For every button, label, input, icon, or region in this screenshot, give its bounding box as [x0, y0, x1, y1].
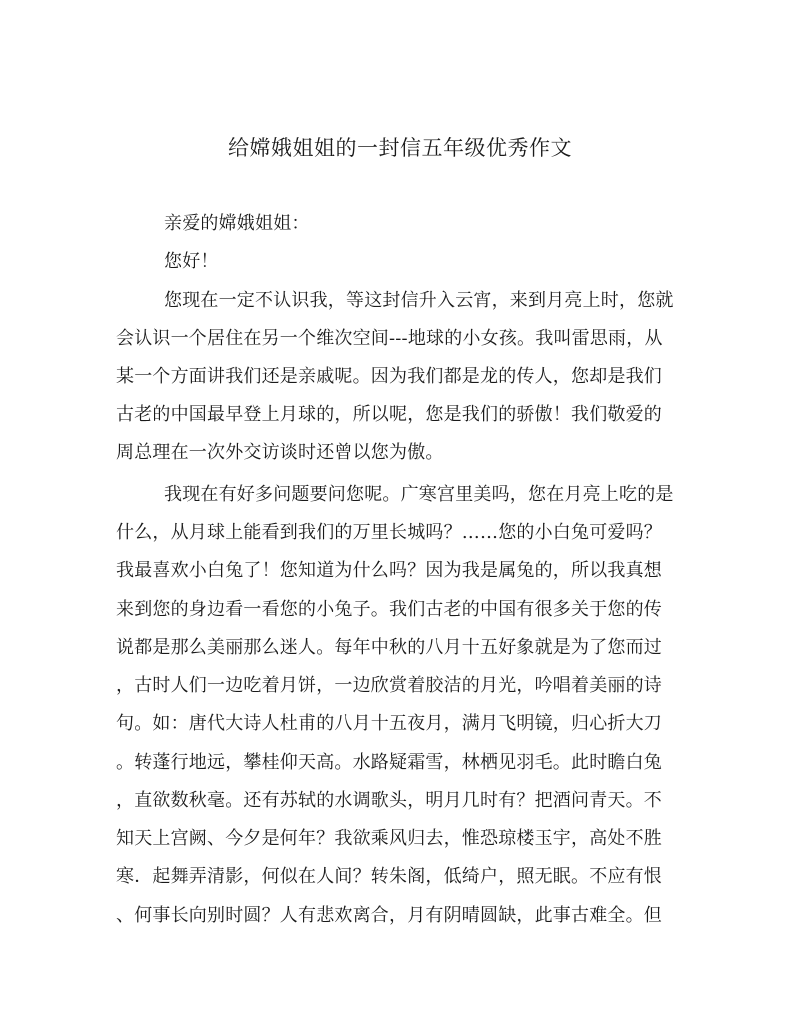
paragraph-line: 会认识一个居住在另一个维次空间---地球的小女孩。我叫雷思雨，从: [116, 328, 663, 349]
paragraph-line: 、何事长向别时圆？人有悲欢离合，月有阴晴圆缺，此事古难全。但: [116, 905, 662, 926]
paragraph-line: 。转蓬行地远，攀桂仰天高。水路疑霜雪，林栖见羽毛。此时瞻白兔: [116, 752, 662, 773]
paragraph-line: 我现在有好多问题要问您呢。广寒宫里美吗，您在月亮上吃的是: [164, 484, 674, 505]
paragraph-line: ，直欲数秋毫。还有苏轼的水调歌头，明月几时有？把酒问青天。不: [116, 790, 662, 811]
paragraph-line: 知天上宫阙、今夕是何年？我欲乘风归去，惟恐琼楼玉宇，高处不胜: [116, 828, 662, 849]
paragraph-line: 您现在一定不认识我，等这封信升入云宵，来到月亮上时，您就: [164, 290, 674, 311]
paragraph-line: 某一个方面讲我们还是亲戚呢。因为我们都是龙的传人，您却是我们: [116, 366, 662, 387]
paragraph-line: 我最喜欢小白兔了！您知道为什么吗？因为我是属兔的，所以我真想: [116, 560, 662, 581]
paragraph-line: 周总理在一次外交访谈时还曾以您为傲。: [116, 442, 444, 463]
paragraph-line: 句。如：唐代大诗人杜甫的八月十五夜月，满月飞明镜，归心折大刀: [116, 713, 662, 734]
paragraph-line: 来到您的身边看一看您的小兔子。我们古老的中国有很多关于您的传: [116, 599, 662, 620]
greeting-line: 亲爱的嫦娥姐姐：: [164, 213, 310, 234]
paragraph-line: 说都是那么美丽那么迷人。每年中秋的八月十五好象就是为了您而过: [116, 637, 662, 658]
salutation-line: 您好！: [164, 251, 219, 272]
paragraph-line: 寒．起舞弄清影，何似在人间？转朱阁，低绮户，照无眠。不应有恨: [116, 866, 662, 887]
document-title: 给嫦娥姐姐的一封信五年级优秀作文: [228, 136, 572, 160]
paragraph-line: 什么，从月球上能看到我们的万里长城吗？……您的小白兔可爱吗？: [116, 522, 662, 543]
paragraph-line: ，古时人们一边吃着月饼，一边欣赏着胶洁的月光，吟唱着美丽的诗: [116, 675, 662, 696]
paragraph-line: 古老的中国最早登上月球的，所以呢，您是我们的骄傲！我们敬爱的: [116, 404, 662, 425]
